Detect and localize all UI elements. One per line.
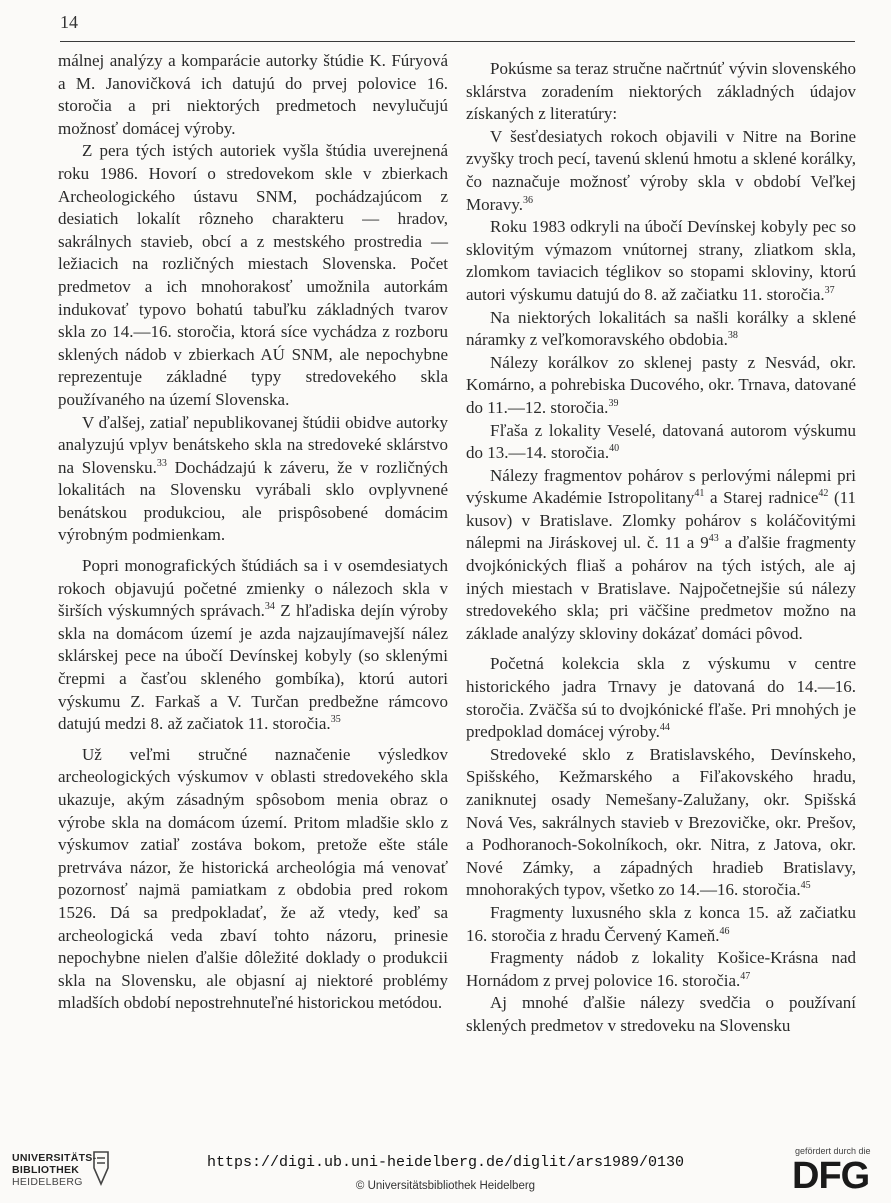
footnote-ref[interactable]: 45 — [800, 880, 811, 892]
dfg-logo[interactable]: DFG — [792, 1155, 870, 1197]
paragraph-text: V šesťdesiatych rokoch objavili v Nitre na Borine zvyšky troch pecí, tavenú sklenú hmotu a sklené korálky, čo naznačuje možnosť výroby skla v období Veľkej Moravy. — [466, 126, 856, 214]
paragraph-text: a Starej radnice — [704, 488, 819, 508]
paragraph-text: Stredoveké sklo z Bratislavského, Devínskeho, Spišského, Kežmarského a Fiľakovského hradu, zaniknutej osady Nemešany-Zalužany, okr. Spišská Nová Ves, sakrálnych stavieb v Brezovičke, okr. Prešov, a Podhoranoch-Sokolníkoch, okr. Nitra, z Jatova, okr. Nové Zámky, a západných hradieb Bratislavy, mnohorakých typov, všetko zo 14.—16. storočia. — [466, 744, 856, 900]
paragraph-text: Fragmenty luxusného skla z konca 15. až začiatku 16. storočia z hradu Červený Kameň. — [466, 902, 856, 945]
footer-bar — [0, 1140, 891, 1203]
footnote-ref[interactable]: 46 — [719, 925, 730, 937]
paragraph — [466, 307, 856, 352]
paragraph — [466, 352, 856, 420]
paragraph-text: Z hľadiska dejín výroby skla na domácom území je azda najzaujímavejší nález sklárskej pece na úbočí Devínskej kobyly (so sklenými črepmi a časťou skleného gombíka), ktorú autori výskumu Z. Farkaš a V. Turčan predbežne rámcovo datujú medzi 8. až začiatok 11. storočia. — [58, 601, 448, 734]
paragraph — [466, 947, 856, 992]
paragraph — [466, 902, 856, 947]
paragraph-text: Pokúsme sa teraz stručne načrtnúť vývin slovenského sklárstva zoradením niektorých základných údajov získaných z literatúry: — [466, 59, 856, 124]
footnote-ref[interactable]: 44 — [659, 722, 670, 734]
paragraph — [466, 216, 856, 306]
paragraph-text: (11 kusov) v Bratislave. Zlomky pohárov s koláčovitými nálepmi na Jiráskovej ul. č. 11 a 9 — [466, 488, 856, 553]
paragraph — [58, 412, 448, 548]
paragraph-text: Z pera tých istých autoriek vyšla štúdia uverejnená roku 1986. Hovorí o stredovekom skle v zbierkach Archeologického ústavu SNM, pochádzajúcom z desiatich lokalít rôzneho charakteru — hradov, sakrálnych stavieb, obcí a z mestského prostredia — ležiacich na rozličných miestach Slovenska. Počet predmetov a ich mnohorakosť umožnila autorkám indukovať typovo bohatú tabuľku základných tvarov skla zo 14.—16. storočia, ktorá síce vychádza z rozboru sklených nádob v zbierkach AÚ SNM, ale nepochybne reprezentuje základné typy stredovekého skla používaného na území Slovenska. — [58, 141, 448, 409]
footnote-ref[interactable]: 34 — [264, 601, 275, 613]
left-column — [58, 50, 448, 1015]
paragraph-text: a ďalšie fragmenty dvojkónických fliaš a pohárov na tých istých, ale aj iných miestach v Bratislave. Najpočetnejšie sú nálezy stredovekého skla; pri väčšine predmetov možno na základe analýzy skloviny dokázať domáci pôvod. — [466, 533, 856, 643]
footnote-ref[interactable]: 42 — [818, 488, 829, 500]
footnote-ref[interactable]: 40 — [609, 443, 620, 455]
paragraph — [58, 140, 448, 411]
paragraph-text: Nálezy korálkov zo sklenej pasty z Nesvád, okr. Komárno, a pohrebiska Ducového, okr. Trnava, datované do 11.—12. storočia. — [466, 352, 856, 417]
footnote-ref[interactable]: 33 — [156, 457, 167, 469]
paragraph-text: Dochádzajú k záveru, že v rozličných lokalitách na Slovensku vyrábali sklo ovplyvnené benátskou produkciou, ale prispôsobené domácim výrobným podmienkam. — [58, 457, 448, 545]
paragraph — [466, 58, 856, 126]
footnote-ref[interactable]: 39 — [608, 397, 619, 409]
copyright-text: © Universitätsbibliothek Heidelberg — [355, 1180, 536, 1192]
footnote-ref[interactable]: 35 — [330, 714, 341, 726]
header-rule — [60, 41, 855, 42]
footnote-ref[interactable]: 43 — [708, 533, 719, 545]
footnote-ref[interactable]: 41 — [694, 488, 705, 500]
footnote-ref[interactable]: 38 — [727, 330, 738, 342]
paragraph-text: Už veľmi stručné naznačenie výsledkov archeologických výskumov v oblasti stredovekého skla ukazuje, akým zásadným spôsobom menia obraz o výrobe skla na domácom území. Pritom mladšie sklo z výskumov zatiaľ zostáva bokom, pretože ešte stále pretrváva názor, že historická archeológia má venovať pozornosť najmä pamiatkam z obdobia pred rokom 1526. Dá sa predpokladať, že až vtedy, keď sa archeologická veda zbaví tohto názoru, prinesie nepochybne nielen ďalšie dôležité doklady o produkcii skla na Slovensku, ale objasní aj niektoré problémy mladších období nepostrehnuteľné historickou metódou. — [58, 744, 448, 1013]
paragraph — [58, 555, 448, 736]
dfg-caption: gefördert durch die — [795, 1146, 871, 1156]
ub-logo-line2: BIBLIOTHEK — [12, 1164, 80, 1176]
paragraph-text: Na niektorých lokalitách sa našli korálky a sklené náramky z veľkomoravského obdobia. — [466, 307, 856, 350]
page-number: 14 — [60, 12, 78, 32]
paragraph-text: málnej analýzy a komparácie autorky štúdie K. Fúryová a M. Janovičková ich datujú do prvej polovice 16. storočia a pri niektorých predmetoch nevylučujú možnosť domácej výroby. — [58, 51, 448, 138]
right-column — [466, 50, 856, 1038]
paragraph — [466, 992, 856, 1037]
footnote-ref[interactable]: 47 — [740, 970, 751, 982]
paragraph-text: Popri monografických štúdiách sa i v osemdesiatych rokoch objavujú početné zmienky o nálezoch skla v širších výskumných správach. — [58, 556, 448, 621]
paragraph — [466, 744, 856, 902]
paragraph — [466, 653, 856, 743]
paragraph — [466, 126, 856, 216]
paragraph-text: Aj mnohé ďalšie nálezy svedčia o používaní sklených predmetov v stredoveku na Slovensku — [466, 993, 856, 1035]
paragraph — [58, 744, 448, 1015]
paragraph-text: Fľaša z lokality Veselé, datovaná autorom výskumu do 13.—14. storočia. — [466, 420, 856, 463]
paragraph — [58, 50, 448, 140]
ub-logo-line3: HEIDELBERG — [12, 1176, 83, 1188]
paragraph-text: Fragmenty nádob z lokality Košice-Krásna nad Hornádom z prvej polovice 16. storočia. — [466, 948, 856, 990]
ub-logo-line1: UNIVERSITÄTS- — [12, 1152, 97, 1164]
footnote-ref[interactable]: 37 — [824, 284, 835, 296]
paragraph-text: Nálezy fragmentov pohárov s perlovými nálepmi pri výskume Akadémie Istropolitany — [466, 465, 856, 508]
document-url-link[interactable]: https://digi.ub.uni-heidelberg.de/diglit/ars1989/0130 — [206, 1154, 685, 1171]
paragraph — [466, 465, 856, 646]
paragraph-text: Početná kolekcia skla z výskumu v centre historického jadra Trnavy je datovaná do 14.—16. storočia. Zväčša sú to dvojkónické fľaše. Pri mnohých je predpoklad domácej výroby. — [466, 654, 856, 742]
paragraph — [466, 420, 856, 465]
paragraph-text: V ďalšej, zatiaľ nepublikovanej štúdii obidve autorky analyzujú vplyv benátskeho skla na stredoveké sklárstvo na Slovensku. — [58, 412, 448, 477]
footnote-ref[interactable]: 36 — [522, 194, 533, 206]
paragraph-text: Roku 1983 odkryli na úbočí Devínskej kobyly pec so sklovitým výmazom vnútornej strany, zliatkom skla, zlomkom taviacich téglikov so stopami skloviny, ktorú autori výskumu datujú do 8. až začiatku 11. storočia. — [466, 217, 856, 304]
